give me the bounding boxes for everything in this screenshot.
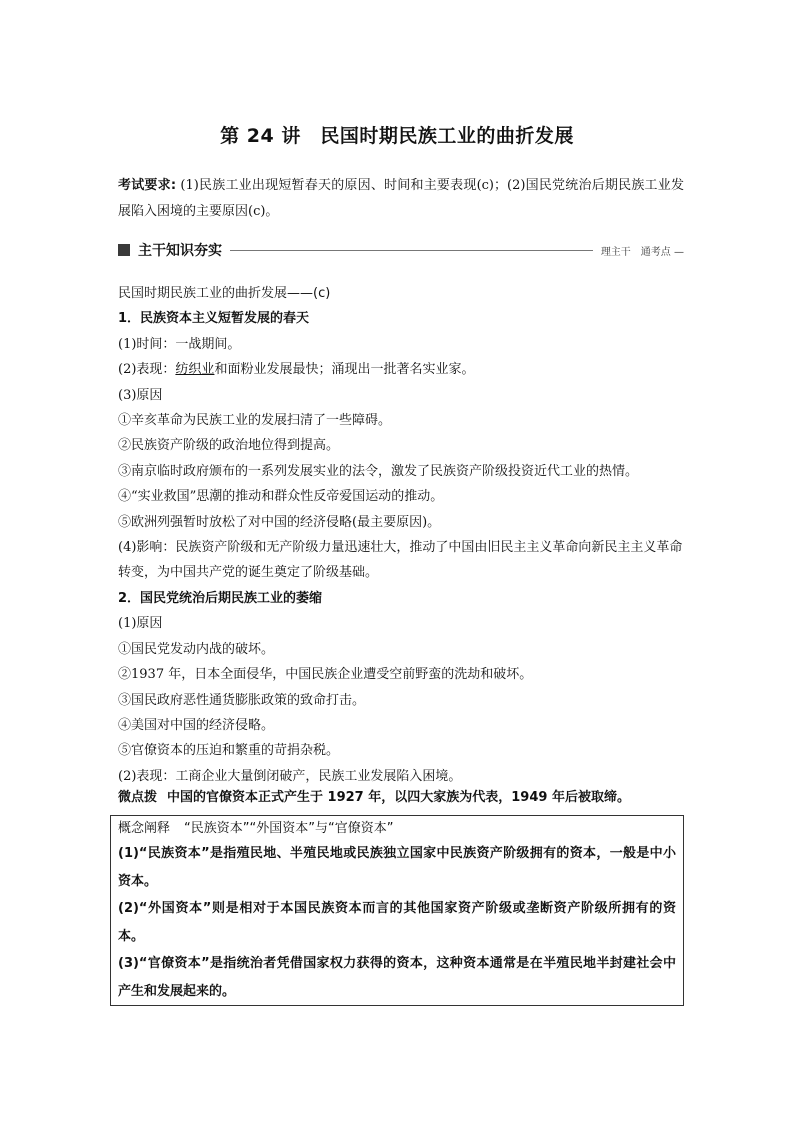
part2-heading: 2．国民党统治后期民族工业的萎缩 [118,590,323,606]
concept-box [110,815,684,1006]
part2-reasons-heading: (1)原因 [118,616,163,632]
concept-item: (1)“民族资本”是指殖民地、半殖民地或民族独立国家中民族资产阶级拥有的资本，一般是中小资本。 [118,846,676,889]
part2-performance: (2)表现：工商企业大量倒闭破产，民族工业发展陷入困境。 [118,768,462,784]
part1-time: (1)时间：一战期间。 [118,336,241,352]
part1-reason: ④“实业救国”思潮的推动和群众性反帝爱国运动的推动。 [118,489,444,505]
part2-reason: ④美国对中国的经济侵略。 [118,717,275,733]
part1-performance-underlined: 纺织业 [175,362,215,378]
part1-reason: ③南京临时政府颁布的一系列发展实业的法令，激发了民族资产阶级投资近代工业的热情。 [118,463,639,479]
section-divider [230,250,593,251]
part1-reasons-heading: (3)原因 [118,387,163,403]
part1-reason: ②民族资产阶级的政治地位得到提高。 [118,438,340,454]
concept-box-title: “民族资本”“外国资本”与“官僚资本” [184,821,394,836]
part1-reason: ①辛亥革命为民族工业的发展扫清了一些障碍。 [118,413,392,429]
part2-reason: ②1937 年，日本全面侵华，中国民族企业遭受空前野蛮的洗劫和破坏。 [118,667,533,683]
section-square-icon [118,244,130,256]
part1-reason: ⑤欧洲列强暂时放松了对中国的经济侵略(最主要原因)。 [118,514,441,530]
main-content [118,281,684,789]
tip-text: 中国的官僚资本正式产生于 1927 年，以四大家族为代表，1949 年后被取缔。 [167,790,630,805]
section-header [118,239,684,261]
concept-box-header [118,818,676,840]
concept-item: (2)“外国资本”则是相对于本国民族资本而言的其他国家资产阶级或垄断资产阶级所拥有的资本。 [118,901,676,944]
concept-box-label: 概念阐释 [118,821,171,836]
section-tagline: 理主干 通考点 — [600,246,684,258]
exam-requirements-text: (1)民族工业出现短暂春天的原因、时间和主要表现(c)；(2)国民党统治后期民族工业发展陷入困境的主要原因(c)。 [118,178,684,219]
part1-heading: 1．民族资本主义短暂发展的春天 [118,311,310,327]
part2-reason: ③国民政府恶性通货膨胀政策的致命打击。 [118,692,366,708]
part1-performance [118,357,684,382]
exam-requirements [118,173,684,225]
part1-performance-suffix: 和面粉业发展最快；涌现出一批著名实业家。 [214,362,475,378]
part2-reason: ⑤官僚资本的压迫和繁重的苛捐杂税。 [118,743,340,759]
part2-reason: ①国民党发动内战的破坏。 [118,641,275,657]
content-lead: 民国时期民族工业的曲折发展——(c) [118,286,331,301]
tip [118,787,684,809]
part1-performance-prefix: (2)表现： [118,362,176,378]
tip-label: 微点拨 [118,790,158,805]
exam-requirements-label: 考试要求: [118,178,177,193]
section-title: 主干知识夯实 [138,243,222,259]
part1-influence: (4)影响：民族资产阶级和无产阶级力量迅速壮大，推动了中国由旧民主主义革命向新民主主义革命转变，为中国共产党的诞生奠定了阶级基础。 [118,540,683,581]
page-title: 第 24 讲 民国时期民族工业的曲折发展 [220,125,574,147]
concept-item: (3)“官僚资本”是指统治者凭借国家权力获得的资本，这种资本通常是在半殖民地半封建社会中产生和发展起来的。 [118,956,676,999]
